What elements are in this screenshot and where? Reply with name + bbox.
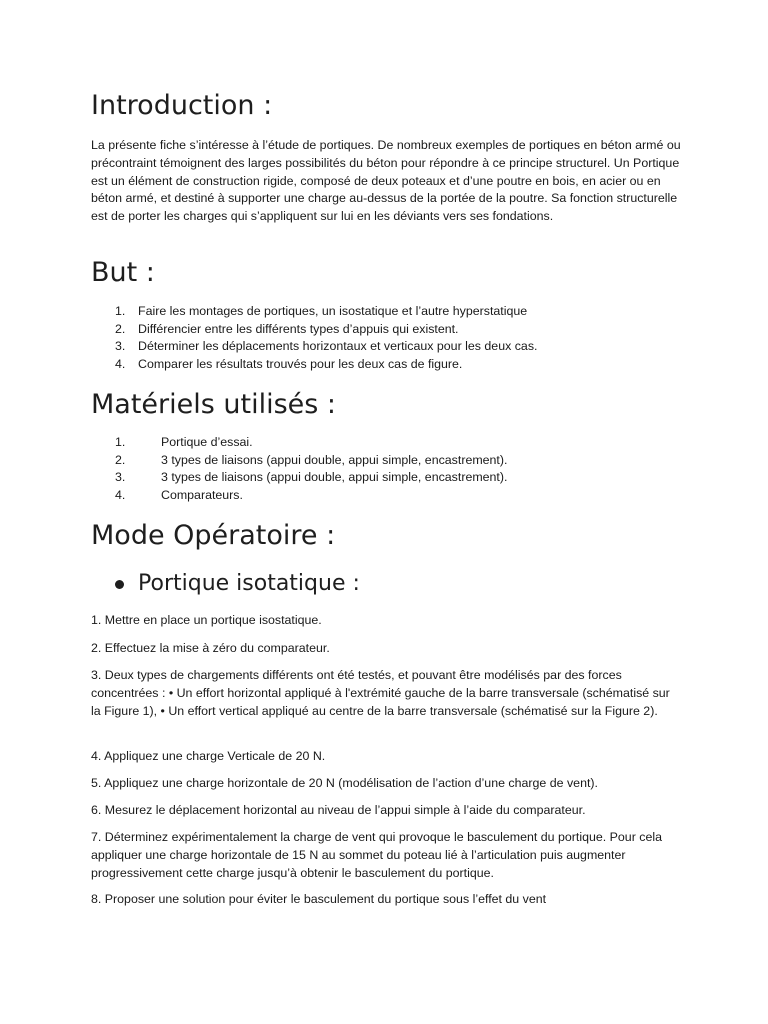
materiels-heading: Matériels utilisés : [91, 389, 337, 420]
mode-subheading [115, 570, 415, 598]
list-item-number: 3. [115, 470, 126, 485]
list-item-text: Déterminer les déplacements horizontaux et verticaux pour les deux cas. [138, 339, 538, 354]
introduction-heading: Introduction : [91, 90, 273, 121]
list-item [0, 452, 600, 470]
list-item [0, 434, 600, 452]
list-item-text: 3 types de liaisons (appui double, appui simple, encastrement). [161, 452, 508, 467]
introduction-paragraph: La présente fiche s’intéresse à l’étude de portiques. De nombreux exemples de portiques en béton armé ou précontraint témoignent des larges possibilités du béton pour répondre à ce principe structurel. Un Portique est un élément de construction rigide, composé de deux poteaux et d’une poutre en bois, en acier ou en béton armé, et destiné à supporter une charge au-dessus de la portée de la poutre. Sa fonction structurelle est de porter les charges qui s’appliquent sur lui en les déviants vers ses fondations. [91, 138, 681, 224]
list-item-number: 1. [115, 435, 126, 449]
procedure-step: 3. Deux types de chargements différents ont été testés, et pouvant être modélisés par des forces concentrées : • Un effort horizontal appliqué à l'extrémité gauche de la barre transversale (schématisé sur la Figure 1), • Un effort vertical appliqué au centre de la barre transversale (schématisé sur la Figure 2). [91, 668, 670, 718]
procedure-step: 2. Effectuez la mise à zéro du comparateur. [91, 641, 330, 655]
mode-subheading-text: Portique isotatique : [138, 571, 360, 596]
list-item-text: Différencier entre les différents types d’appuis qui existent. [138, 321, 459, 336]
procedure-step: 6. Mesurez le déplacement horizontal au niveau de l’appui simple à l’aide du comparateur. [91, 803, 586, 817]
list-item [0, 356, 600, 374]
list-item-text: Comparer les résultats trouvés pour les deux cas de figure. [138, 356, 463, 371]
list-item-number: 2. [115, 321, 126, 336]
procedure-step: 4. Appliquez une charge Verticale de 20 N. [91, 749, 326, 763]
list-item-text: Comparateurs. [161, 487, 243, 502]
procedure-step: 1. Mettre en place un portique isostatique. [91, 613, 322, 627]
procedure-step: 8. Proposer une solution pour éviter le basculement du portique sous l’effet du vent [91, 892, 547, 906]
list-item [0, 338, 600, 356]
but-heading: But : [91, 257, 155, 288]
list-item-number: 1. [115, 304, 126, 318]
list-item [0, 469, 600, 487]
materiels-list [0, 434, 600, 504]
list-item-number: 4. [115, 487, 126, 502]
bullet-icon [115, 580, 124, 589]
list-item [0, 303, 600, 321]
but-list [0, 303, 600, 373]
procedure-step: 7. Déterminez expérimentalement la charge de vent qui provoque le basculement du portique. Pour cela appliquer une charge horizontale de 15 N au sommet du poteau lié à l’articulation puis augmenter progressivement cette charge jusqu’à obtenir le basculement du portique. [91, 830, 662, 880]
list-item-text: Portique d’essai. [161, 435, 253, 449]
mode-heading: Mode Opératoire : [91, 520, 336, 551]
list-item-number: 4. [115, 356, 126, 371]
list-item-number: 2. [115, 452, 126, 467]
list-item-number: 3. [115, 339, 126, 354]
procedure-step: 5. Appliquez une charge horizontale de 20 N (modélisation de l’action d’une charge de vent). [91, 776, 598, 790]
list-item-text: Faire les montages de portiques, un isostatique et l’autre hyperstatique [138, 304, 528, 318]
list-item [0, 487, 600, 505]
list-item-text: 3 types de liaisons (appui double, appui simple, encastrement). [161, 470, 508, 485]
list-item [0, 321, 600, 339]
